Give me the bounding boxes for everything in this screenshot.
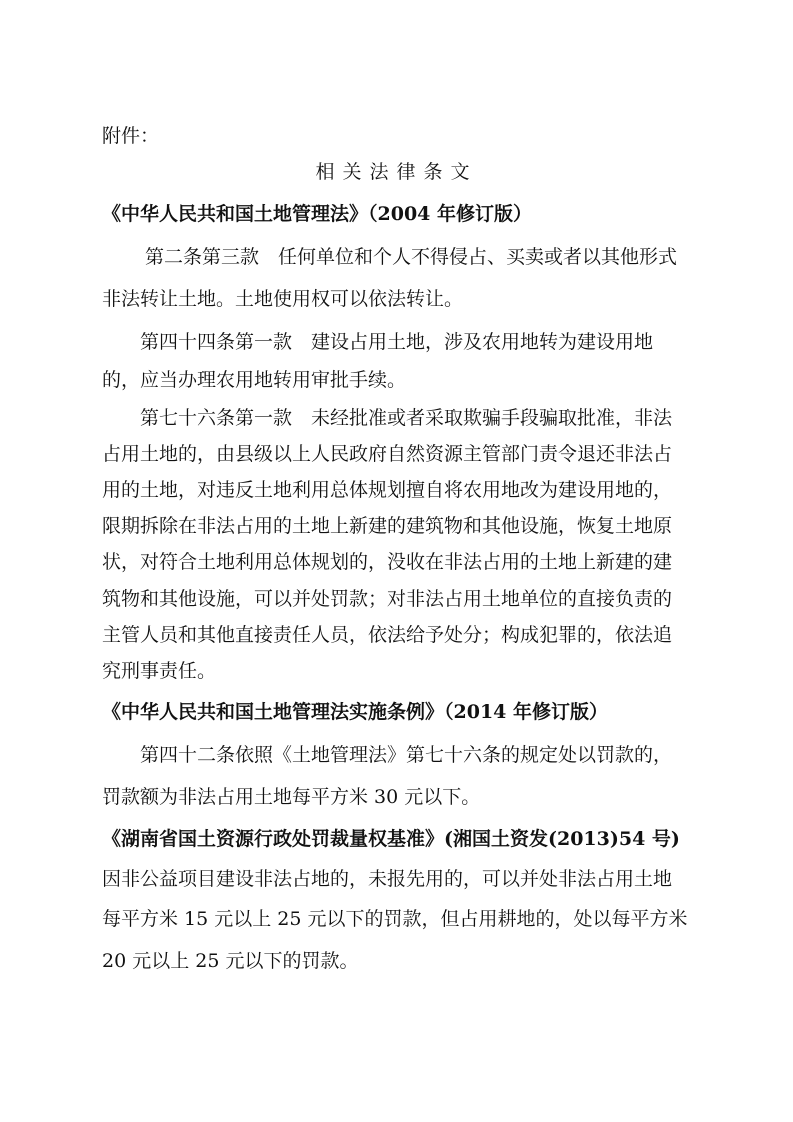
paragraph-line: 究刑事责任。 bbox=[102, 660, 217, 682]
section-heading-land-law: 《中华人民共和国土地管理法》（2004 年修订版） bbox=[102, 203, 532, 225]
paragraph-line: 的，应当办理农用地转用审批手续。 bbox=[102, 369, 407, 391]
document-title: 相关法律条文 bbox=[315, 161, 478, 183]
paragraph-line: 用的土地，对违反土地利用总体规划擅自将农用地改为建设用地的， bbox=[102, 479, 673, 501]
paragraph-line: 筑物和其他设施，可以并处罚款；对非法占用土地单位的直接负责的 bbox=[102, 588, 673, 610]
paragraph-line: 第二条第三款 任何单位和个人不得侵占、买卖或者以其他形式 bbox=[145, 246, 678, 268]
paragraph-line: 20 元以上 25 元以下的罚款。 bbox=[102, 950, 359, 972]
paragraph-line: 非法转让土地。土地使用权可以依法转让。 bbox=[102, 288, 464, 310]
paragraph-line: 每平方米 15 元以上 25 元以下的罚款，但占用耕地的，处以每平方米 bbox=[102, 908, 688, 930]
paragraph-line: 罚款额为非法占用土地每平方米 30 元以下。 bbox=[102, 786, 481, 808]
paragraph-line: 占用土地的，由县级以上人民政府自然资源主管部门责令退还非法占 bbox=[102, 443, 673, 465]
section-heading-implementation-regulations: 《中华人民共和国土地管理法实施条例》（2014 年修订版） bbox=[102, 701, 608, 723]
paragraph-line: 第四十二条依照《土地管理法》第七十六条的规定处以罚款的， bbox=[140, 744, 673, 766]
section-heading-hunan-benchmark: 《湖南省国土资源行政处罚裁量权基准》(湘国土资发(2013)54 号) bbox=[102, 828, 680, 850]
paragraph-line: 限期拆除在非法占用的土地上新建的建筑物和其他设施，恢复土地原 bbox=[102, 515, 673, 537]
paragraph-line: 第七十六条第一款 未经批准或者采取欺骗手段骗取批准，非法 bbox=[140, 407, 673, 429]
attachment-label: 附件： bbox=[102, 125, 160, 147]
paragraph-line: 主管人员和其他直接责任人员，依法给予处分；构成犯罪的，依法追 bbox=[102, 624, 673, 646]
paragraph-line: 状，对符合土地利用总体规划的，没收在非法占用的土地上新建的建 bbox=[102, 551, 673, 573]
paragraph-line: 因非公益项目建设非法占地的，未报先用的，可以并处非法占用土地 bbox=[102, 868, 673, 890]
paragraph-line: 第四十四条第一款 建设占用土地，涉及农用地转为建设用地 bbox=[140, 331, 654, 353]
